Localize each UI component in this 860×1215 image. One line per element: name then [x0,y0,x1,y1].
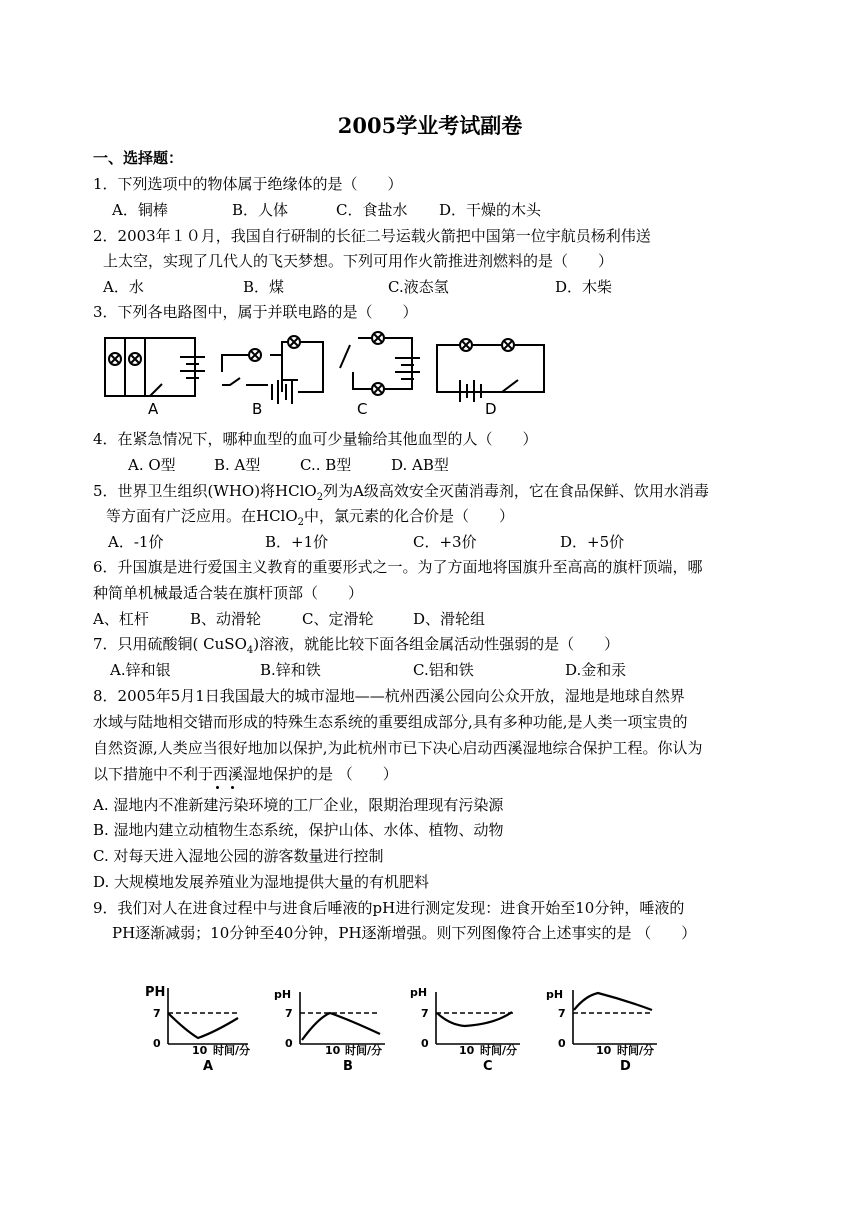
ph-graph-b [300,992,385,1044]
q7-option-c: C.铝和铁 [413,661,474,679]
ph-graph-d [573,990,657,1044]
circuit-label-c: C [357,400,368,418]
q1-option-d: D．干燥的木头 [439,201,542,219]
q9-line1: 9．我们对人在进食过程中与进食后唾液的pH进行测定发现：进食开始至10分钟，唾液的 [93,899,685,917]
graph-a-label: A [203,1059,214,1074]
q1-stem: 1．下列选项中的物体属于绝缘体的是（ ） [93,175,403,193]
graph-c-y7: 7 [421,1007,429,1020]
q1-option-a: A．铜棒 [112,201,168,219]
q6-line2: 种简单机械最适合装在旗杆顶部（ ） [93,584,364,602]
q5-option-d: D．+5价 [560,533,625,551]
q2-option-a: A．水 [103,278,144,296]
circuit-label-a: A [148,400,159,418]
q8-line4: 以下措施中不利于西溪湿地保护的是 （ ） [93,765,398,783]
q2-line1: 2．2003年１０月，我国自行研制的长征二号运载火箭把中国第一位宇航员杨利伟送 [93,227,651,245]
q8-option-a: A. 湿地内不准新建污染环境的工厂企业，限期治理现有污染源 [93,796,504,814]
q4-option-b: B. A型 [214,456,261,474]
q2-line2: 上太空，实现了几代人的飞天梦想。下列可用作火箭推进剂燃料的是（ ） [103,252,614,270]
q8-option-b: B. 湿地内建立动植物生态系统，保护山体、水体、植物、动物 [93,821,504,839]
graph-c-origin: 0 [421,1037,429,1050]
q5-option-c: C．+3价 [413,533,477,551]
q6-option-d: D、滑轮组 [413,610,486,628]
graph-a-x10: 10 [192,1044,208,1057]
graph-a-ylabel: PH [145,985,166,1000]
circuit-label-b: B [252,400,263,418]
q7-option-a: A.锌和银 [110,661,171,679]
q6-option-b: B、动滑轮 [190,610,262,628]
q7-option-b: B.锌和铁 [260,661,321,679]
q4-option-a: A. O型 [128,456,176,474]
section-heading: 一、选择题： [93,149,184,167]
q9-line2: PH逐渐减弱；10分钟至40分钟，PH逐渐增强。则下列图像符合上述事实的是 （ ） [112,924,697,942]
graph-d-y7: 7 [558,1007,566,1020]
graph-d-x10: 10 [596,1044,612,1057]
graph-b-xlabel: 时间/分 [345,1044,383,1057]
q8-line2: 水域与陆地相交错而形成的特殊生态系统的重要组成部分,具有多种功能,是人类一项宝贵的 [93,713,688,731]
ph-graph-a [168,988,248,1044]
q6-option-c: C、定滑轮 [302,610,374,628]
graph-d-label: D [620,1059,631,1074]
graph-a-y7: 7 [153,1007,161,1020]
q2-option-c: C.液态氢 [388,278,449,296]
q5-option-a: A．-1价 [108,533,164,551]
graph-b-label: B [343,1059,353,1074]
q2-option-b: B．煤 [243,278,285,296]
graph-c-label: C [483,1059,493,1074]
q8-option-d: D. 大规模地发展养殖业为湿地提供大量的有机肥料 [93,873,430,891]
graph-c-x10: 10 [459,1044,475,1057]
q5-line1: 5．世界卫生组织(WHO)将HClO$_2$列为A级高效安全灭菌消毒剂，它在食品保鲜、饮用水消毒 [93,482,709,503]
q6-line1: 6．升国旗是进行爱国主义教育的重要形式之一。为了方面地将国旗升至高高的旗杆顶端，哪 [93,558,703,576]
graph-b-origin: 0 [285,1037,293,1050]
q8-line1: 8．2005年5月1日我国最大的城市湿地——杭州西溪公园向公众开放，湿地是地球自然界 [93,687,685,705]
graph-d-origin: 0 [558,1037,566,1050]
graph-a-xlabel: 时间/分 [213,1044,251,1057]
q8-line3: 自然资源,人类应当很好地加以保护,为此杭州市已下决心启动西溪湿地综合保护工程。你认为 [93,739,703,757]
q1-option-b: B．人体 [232,201,289,219]
q4-option-d: D. AB型 [391,456,449,474]
q5-option-b: B．+1价 [265,533,329,551]
q1-option-c: C．食盐水 [336,201,408,219]
q7-option-d: D.金和汞 [565,661,627,679]
q6-option-a: A、杠杆 [93,610,149,628]
q8-option-c: C. 对每天进入湿地公园的游客数量进行控制 [93,847,384,865]
page-title: 2005学业考试副卷 [337,113,523,138]
circuit-label-d: D [485,400,497,418]
q4-stem: 4．在紧急情况下，哪种血型的血可少量输给其他血型的人（ ） [93,430,538,448]
q2-option-d: D．木柴 [555,278,613,296]
q4-option-c: C.. B型 [300,456,352,474]
q3-stem: 3．下列各电路图中，属于并联电路的是（ ） [93,303,418,321]
q5-line2: 等方面有广泛应用。在HClO$_2$中，氯元素的化合价是（ ） [106,507,515,528]
ph-graph-c [436,992,520,1044]
graph-b-y7: 7 [285,1007,293,1020]
graph-c-ylabel: pH [410,986,428,999]
graph-b-ylabel: pH [274,988,292,1001]
graph-d-xlabel: 时间/分 [617,1044,655,1057]
graph-d-ylabel: pH [546,988,564,1001]
q7-stem: 7．只用硫酸铜( CuSO$_4$)溶液，就能比较下面各组金属活动性强弱的是（ ） [93,635,620,656]
graph-b-x10: 10 [325,1044,341,1057]
graph-a-origin: 0 [153,1037,161,1050]
graph-c-xlabel: 时间/分 [480,1044,518,1057]
